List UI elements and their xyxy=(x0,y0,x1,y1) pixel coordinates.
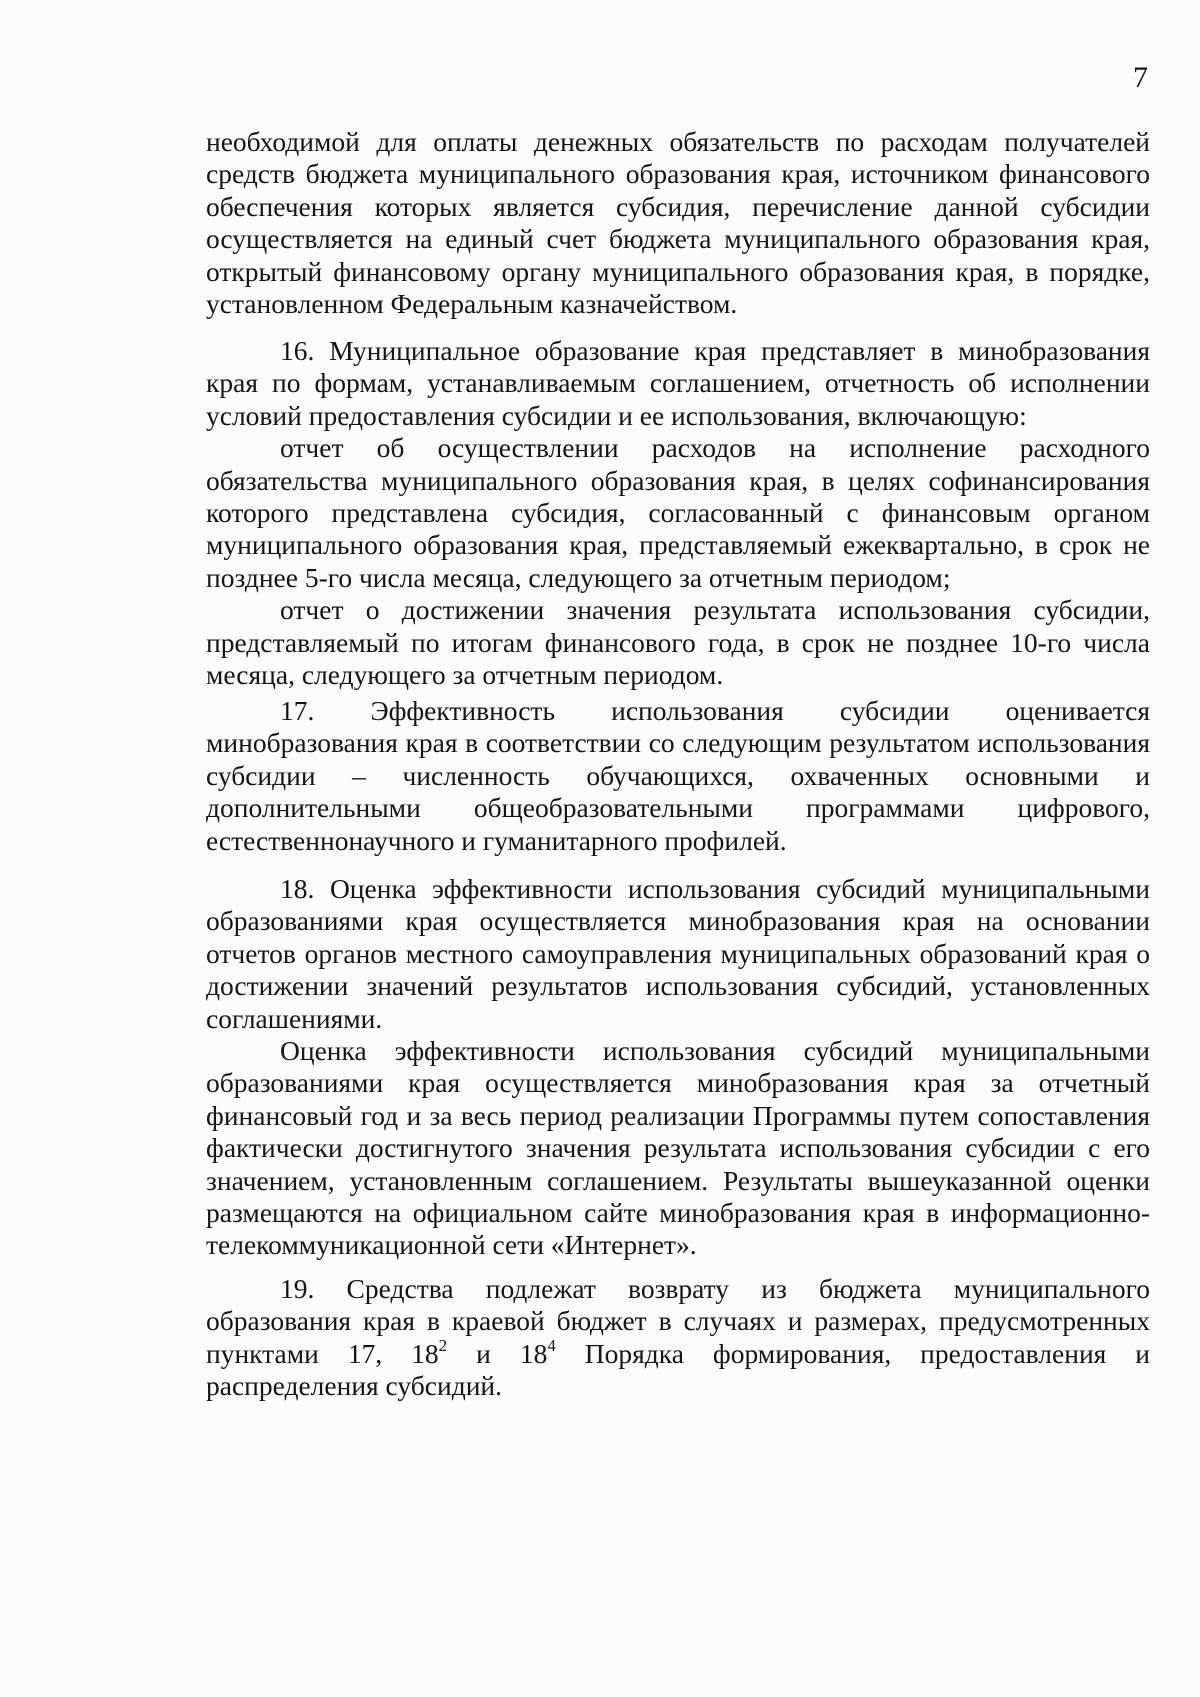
section-16-intro: 16. Муниципальное образование края представляет в минобразования края по формам, устанавливаемым соглашением, отчетность об исполнении условий предоставления субсидии и ее использования, включающую: xyxy=(206,335,1150,431)
superscript-2: 2 xyxy=(438,1335,448,1355)
section-19-text-after: Порядка формирования, предоставления и распределения субсидий. xyxy=(206,1337,1150,1402)
section-19 xyxy=(206,1273,1150,1403)
page-number: 7 xyxy=(1133,61,1148,94)
section-18-paragraph-2: Оценка эффективности использования субсидий муниципальными образованиями края осуществляется минобразования края за отчетный финансовый год и за весь период реализации Программы путем сопоставления фактически достигнутого значения результата использования субсидии с его значением, установленным соглашением. Результаты вышеуказанной оценки размещаются на официальном сайте минобразования края в информационно-телекоммуникационной сети «Интернет». xyxy=(206,1035,1150,1261)
section-16-item-2: отчет о достижении значения результата использования субсидии, представляемый по итогам финансового года, в срок не позднее 10-го числа месяца, следующего за отчетным периодом. xyxy=(206,594,1150,691)
section-18-paragraph-1: 18. Оценка эффективности использования субсидий муниципальными образованиями края осуществляется минобразования края на основании отчетов органов местного самоуправления муниципальных образований края о достижении значений результатов использования субсидий, установленных соглашениями. xyxy=(206,873,1150,1034)
section-19-text-middle: и 18 xyxy=(447,1337,548,1369)
section-18 xyxy=(206,873,1150,1262)
section-19-text-before: 19. Средства подлежат возврату из бюджета муниципального образования края в краевой бюджет в случаях и размерах, предусмотренных пунктами 17, 18 xyxy=(206,1273,1150,1369)
section-19-paragraph xyxy=(206,1273,1150,1403)
section-16 xyxy=(206,335,1150,691)
section-17-paragraph: 17. Эффективность использования субсидии оценивается минобразования края в соответствии со следующим результатом использования субсидии – численность обучающихся, охваченных основными и дополнительными общеобразовательными программами цифрового, естественнонаучного и гуманитарного профилей. xyxy=(206,695,1150,856)
section-16-item-1: отчет об осуществлении расходов на исполнение расходного обязательства муниципального образования края, в целях софинансирования которого представлена субсидия, согласованный с финансовым органом муниципального образования края, представляемый ежеквартально, в срок не позднее 5-го числа месяца, следующего за отчетным периодом; xyxy=(206,432,1150,593)
lead-paragraph: необходимой для оплаты денежных обязательств по расходам получателей средств бюджета муниципального образования края, источником финансового обеспечения которых является субсидия, перечисление данной субсидии осуществляется на единый счет бюджета муниципального образования края, открытый финансовому органу муниципального образования края, в порядке, установленном Федеральным казначейством. xyxy=(206,126,1150,320)
superscript-4: 4 xyxy=(547,1335,556,1355)
lead-paragraph-block xyxy=(206,126,1150,320)
section-17 xyxy=(206,695,1150,857)
